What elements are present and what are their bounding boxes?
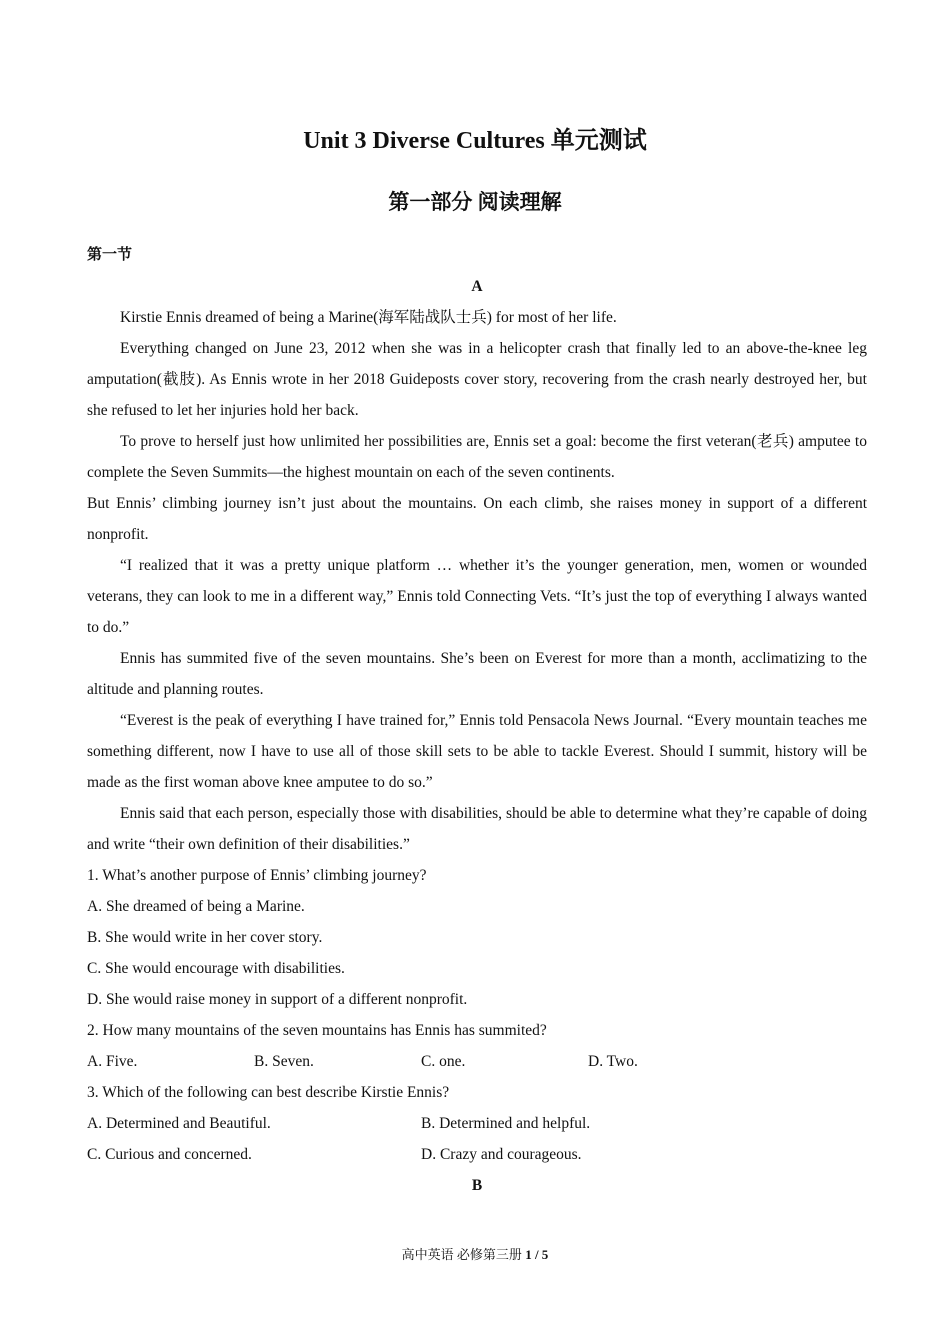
question-2-option-d: D. Two.: [588, 1053, 638, 1070]
question-1-option-a: A. She dreamed of being a Marine.: [87, 898, 305, 915]
question-3-option-a: A. Determined and Beautiful.: [87, 1115, 271, 1132]
page-title: Unit 3 Diverse Cultures 单元测试: [303, 128, 647, 154]
question-3-option-c: C. Curious and concerned.: [87, 1146, 252, 1163]
section-heading: 第一节: [87, 247, 133, 263]
paragraph-5: “I realized that it was a pretty unique platform … whether it’s the younger generation, men, women or wounded veterans, they can look to me in a different way,” Ennis told Connecting Vets. “It’s just the top of everything I always wanted to do.”: [87, 557, 867, 636]
question-3-stem: 3. Which of the following can best describe Kirstie Ennis?: [87, 1084, 450, 1101]
paragraph-2: Everything changed on June 23, 2012 when she was in a helicopter crash that finally led to an above-the-knee leg amputation(截肢). As Ennis wrote in her 2018 Guideposts cover story, recovering from the crash nearly destroyed her, but she refused to let her injuries hold her back.: [87, 340, 867, 419]
part-heading: 第一部分 阅读理解: [388, 190, 562, 214]
question-1-option-b: B. She would write in her cover story.: [87, 929, 323, 946]
question-3-option-d: D. Crazy and courageous.: [421, 1146, 582, 1163]
question-3-options-row-2: [87, 1139, 867, 1170]
paragraph-6: Ennis has summited five of the seven mountains. She’s been on Everest for more than a month, acclimatizing to the altitude and planning routes.: [87, 650, 867, 698]
footer-text: 高中英语 必修第三册: [401, 1247, 522, 1262]
reading-body: [87, 271, 867, 1201]
passage-letter-b: B: [471, 1177, 483, 1194]
question-1-stem: 1. What’s another purpose of Ennis’ climbing journey?: [87, 867, 427, 884]
question-1-option-d: D. She would raise money in support of a different nonprofit.: [87, 991, 468, 1008]
page-footer: [0, 1245, 950, 1265]
question-2-option-a: A. Five.: [87, 1053, 138, 1070]
question-2-options: [87, 1046, 867, 1077]
paragraph-7: “Everest is the peak of everything I have trained for,” Ennis told Pensacola News Journal. “Every mountain teaches me something different, now I have to use all of those skill sets to be able to tackle Everest. Should I summit, history will be made as the first woman above knee amputee to do so.”: [87, 712, 867, 791]
paragraph-3: To prove to herself just how unlimited her possibilities are, Ennis set a goal: become the first veteran(老兵) amputee to complete the Seven Summits—the highest mountain on each of the seven continents.: [87, 433, 867, 481]
question-3-option-b: B. Determined and helpful.: [421, 1115, 591, 1132]
question-2-option-c: C. one.: [421, 1053, 466, 1070]
page-number: 1 / 5: [525, 1247, 549, 1262]
paragraph-8: Ennis said that each person, especially those with disabilities, should be able to determine what they’re capable of doing and write “their own definition of their disabilities.”: [87, 805, 867, 853]
question-2-option-b: B. Seven.: [254, 1053, 314, 1070]
paragraph-1: Kirstie Ennis dreamed of being a Marine(海军陆战队士兵) for most of her life.: [120, 309, 617, 326]
paragraph-4: But Ennis’ climbing journey isn’t just about the mountains. On each climb, she raises money in support of a different nonprofit.: [87, 495, 867, 543]
question-3-options-row-1: [87, 1108, 867, 1139]
question-1-option-c: C. She would encourage with disabilities.: [87, 960, 345, 977]
passage-letter-a: A: [471, 278, 483, 295]
question-2-stem: 2. How many mountains of the seven mountains has Ennis has summited?: [87, 1022, 547, 1039]
